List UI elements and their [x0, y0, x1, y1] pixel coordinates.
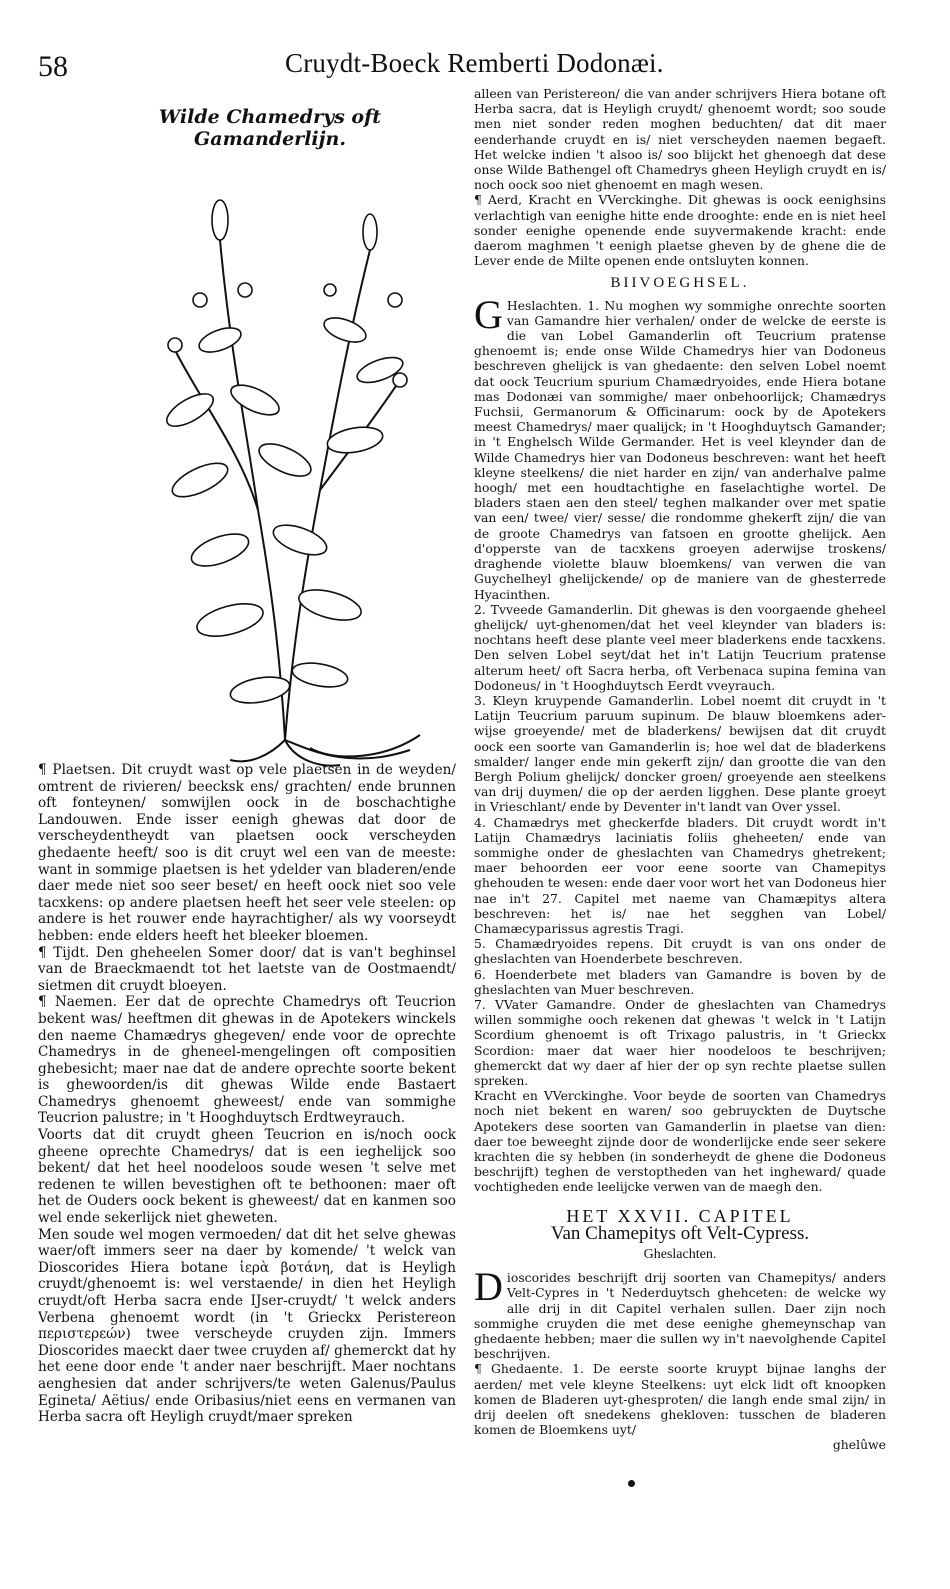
- ink-dot: [628, 1480, 635, 1487]
- paragraph-dioscorides: Dioscorides beschrijft drij soorten van Chamepitys/ anders Velt-Cypres in 't Nederduytsch ghehceten: de welcke wy alle drij in dit Capitel verhalen sullen. Daer zijn noch sommighe cruyden die met dese eenighe ghemeynschap van ghedaente hebben; maer die sullen wy in't naevolghende Capitel beschrijven.: [474, 1264, 886, 1362]
- paragraph-gheckerfde: 4. Chamædrys met gheckerfde bladers. Dit cruydt wordt in't Latijn Chamædrys laciniatis foliis gheheeten/ ende van sommighe onder de gheslachten van Chamedrys ghetrekent; maer behoorden eer voor eene soorte van Chamepitys ghehouden te wesen: ende daer voor wort het van Dodoneus hier nae in't 27. Capitel met naeme van Chamæpitys altera beschreven: het is/ nae het segghen van Lobel/ Chamæcyparissus agrestis Tragi.: [474, 814, 886, 936]
- paragraph-gheslachten: GHeslachten. 1. Nu moghen wy sommighe onrechte soorten van Gamandre hier verhalen/ onder de welcke de eerste is die van Lobel Gamanderlin oft Teucrium pratense ghenoemt is; ende onse Wilde Chamedrys hier van Dodoneus beschreven ghelijck is van ghedaente: den selven Lobel noemt dat oock Teucrium spurium Chamædryoides, ende Hiera botane mas Dodonæi van sommighe/ maer onbehoorlijck; Chamædrys Fuchsii, Germanorum & Officinarum: oock by de Apotekers meest Chamedrys/ maer qualijck; in 't Hooghduytsch Gamander; in 't Enghelsch Wilde Germander. Het is veel kleynder dan de Wilde Chamedrys hier van Dodoneus beschreven: want het heeft kleyne steelkens/ die niet harder en zijn/ van anderhalve palme hoogh/ met een houdtachtighe en faselachtighe wortel. De bladers staen aen den steel/ teghen malkander over met spatie van een/ twee/ vier/ sesse/ die rondomme ghekerft zijn/ die van de groote Chamedrys van fatsoen en grootte ghelijck. Aen d'opperste van de tacxkens groeyen aderwijse troskens/ draghende violette blauw bloemkens/ van verwen die van Guychelheyl ghelijckende/ op de maniere van de ghesterrede Hyacinthen.: [474, 291, 886, 602]
- page-number: 58: [38, 50, 68, 83]
- chapter-section: Gheslachten.: [643, 1247, 717, 1263]
- paragraph-chamaedryoides: 5. Chamædryoides repens. Dit cruydt is van ons onder de gheslachten van Hoenderbete beschreven.: [474, 936, 886, 967]
- plant-woodcut: [80, 150, 440, 770]
- illustration-title: Wilde Chamedrys oft Gamanderlijn.: [158, 106, 382, 150]
- running-title: Cruydt-Boeck Remberti Dodonæi.: [285, 48, 664, 78]
- chapter-title: HET XXVII. CAPITEL: [566, 1205, 794, 1226]
- paragraph-ghedaente: ¶ Ghedaente. 1. De eerste soorte kruypt bijnae langhs der aerden/ met vele kleyne Steelkens: uyt elck lidt oft knoopken komen de Bladeren uyt-ghesproten/ die langh ende smal zijn/ in drij deelen oft snedekens ghekloven: tusschen de bladeren komen de Bloemkens uyt/: [474, 1361, 886, 1438]
- paragraph-plaetsen: ¶ Plaetsen. Dit cruydt wast op vele plaetsen in de weyden/ omtrent de rivieren/ beecksk ens/ grachten/ ende brunnen oft fonteynen/ somwijlen oock in de boschachtighe Landouwen. Ende isser eenigh ghewas dat door de verscheydentheydt van plaetsen oock verscheyden ghedaente heeft/ soo is dit cruyt wel een van de meeste: want in sommige plaetsen is het ydelder van bladeren/ende daer mede niet soo seer beset/ en heeft oock niet soo vele tacxkens: op andere plaetsen heeft het seer vele steelen: op andere is het rouwer ende hayrachtigher/ als wy voorseydt hebben: ende elders heeft het bleeker bloemen.: [38, 762, 456, 944]
- paragraph-naemen: ¶ Naemen. Eer dat de oprechte Chamedrys oft Teucrion bekent was/ heeftmen dit ghewas in de Apotekers winckels den naeme Chamædrys ghegeven/ ende voor de oprechte Chamedrys in de gheneel-mengelingen oft compositien ghebesicht; maer nae dat de andere oprechte soorte bekent is ghewoorden/is dit ghewas Wilde ende Bastaert Chamedrys ghenoemt gheweest/ ende van sommighe Teucrion palustre; in 't Hooghduytsch Erdtweyrauch.: [38, 994, 456, 1127]
- paragraph-water-gamandre: 7. VVater Gamandre. Onder de gheslachten van Chamedrys willen sommighe ooch rekenen dat ghewas 't welck in 't Latijn Scordium ghenoemt is oft Trixago palustris, in 't Grieckx Scordion: maer dat waer hier noodeloos te beschrijven; ghemerckt dat wy daer af hier der op syn rechte plaetse sullen spreken.: [474, 996, 886, 1088]
- paragraph-kleyn: 3. Kleyn kruypende Gamanderlin. Lobel noemt dit cruydt in 't Latijn Teucrium paruum supinum. De blauw bloemkens ader-wijse groeyende/ met de bladerkens/ bewijsen dat dit cruydt oock een soorte van Gamanderlin is; hoe wel dat de bladerkens smalder/ langer ende min gekerft zijn/ dan grootte die van den Bergh Polium ghelijck/ doncker groen/ groeyende aen steelkens van drij duymen/ die op der aerden ligghen. Dese plante groeyt in Vrieschlant/ ende by Deventer in't landt van Over yssel.: [474, 692, 886, 815]
- right-column-text: [474, 86, 886, 1453]
- paragraph-kracht-werckinghe: Kracht en VVerckinghe. Voor beyde de soorten van Chamedrys noch niet bekent en waren/ soo gebruyckten de Duytsche Apotekers dese soorten van Gamanderlin in plaetse van dien: daer toe beweeght zijnde door de wonderlijcke ende seer sekere krachten die sy hebben (in sonderheydt de ghene die Dodoneus beschrijft) teghen de verstoptheden van het ingheward/ quade vochtigheden ende leelijcke verwen van de maegh den.: [474, 1088, 886, 1195]
- paragraph-teucrion: Voorts dat dit cruydt gheen Teucrion en is/noch oock gheene oprechte Chamedrys/ dat is een ieghelijck soo bekent/ dat het heel noodeloos soude wesen 't selve met redenen te willen bevestighen oft te bethoonen: maer oft het de Ouders oock bekent is gheweest/ dat en kanmen soo wel ende sekerlijck niet gheweten.: [38, 1127, 456, 1227]
- paragraph-aerd-kracht: ¶ Aerd, Kracht en VVerckinghe. Dit ghewas is oock eenighsins verlachtigh van eenighe hitte ende drooghte: ende en is niet heel sonder eenighe openende ende suyvermakende kracht: ende daerom maghmen 't eenigh plaetse gheven by de ghene die de Lever ende de Milte openen ende ontsluyten konnen.: [474, 192, 886, 269]
- catchword: ghelûwe: [832, 1437, 886, 1453]
- paragraph-hiera-botane: Men soude wel mogen vermoeden/ dat dit het selve ghewas waer/oft immers seer na daer by komende/ 't welck van Dioscorides Hiera botane ἱερὰ βοτάνη, dat is Heyligh cruydt/ghenoemt is: wel verstaende/ in dien het Heyligh cruydt/oft Herba sacra ende IJser-cruydt/ 't welck anders Verbena ghenoemt wordt (in 't Grieckx Peristereon περιστερεών) twee verscheyde cruyden zijn. Immers Dioscorides maeckt daer twee cruyden af/ ghemerckt dat hy het eene door ende 't ander naer beschrijft. Maer nochtans aenghesien dat ander schrijvers/te weten Galenus/Paulus Egineta/ Aëtius/ ende Oribasius/niet eens en vermanen van Herba sacra oft Heyligh cruydt/maer spreken: [38, 1226, 456, 1426]
- paragraph-peristereon: alleen van Peristereon/ die van ander schrijvers Hiera botane oft Herba sacra, dat is Heyligh cruydt/ ghenoemt wordt; soo soude men niet sonder reden moghen beduchten/ dat dit maer eenderhande cruydt en is/ niet verscheyden naemen begaeft. Het welcke indien 't alsoo is/ soo blijckt het ghenoegh dat dese onse Wilde Bathengel oft Chamedrys gheen Heyligh cruydt en is/ noch oock soo niet ghenoemt en magh wesen.: [474, 86, 886, 193]
- left-column-text: [38, 762, 456, 1426]
- paragraph-tvveede: 2. Tvveede Gamanderlin. Dit ghewas is den voorgaende gheheel ghelijck/ uyt-ghenomen/dat het veel kleynder van bladers is: nochtans heeft dese plante veel meer bladerkens ende tacxkens. Den selven Lobel seyt/dat het in't Latijn Teucrium pratense alterum heet/ oft Sacra herba, oft Verbenaca supina femina van Dodoneus/ in 't Hooghduytsch Eerdt vveyrauch.: [474, 601, 886, 693]
- paragraph-tijdt: ¶ Tijdt. Den gheheelen Somer door/ dat is van't beghinsel van de Braeckmaendt tot het laetste van de Oostmaendt/ sietmen dit cruydt bloeyen.: [38, 944, 456, 994]
- bijvoeghsel-heading: BIIVOEGHSEL.: [610, 275, 750, 292]
- paragraph-hoenderbete: 6. Hoenderbete met bladers van Gamandre is boven by de gheslachten van Muer beschreven.: [474, 966, 886, 997]
- chapter-subtitle: Van Chamepitys oft Velt-Cypress.: [550, 1222, 810, 1244]
